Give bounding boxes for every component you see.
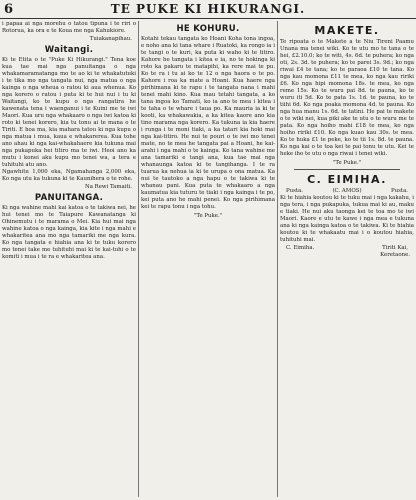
article-body: Kotahi tekau tangata ko Hoani Koha tona ingoa, e noho ana ki tana whare i Ruatoki, ka rongo ia i te tangi o te kuri, ka puta ki waho ki te titiro. Kahore he tangata i kitea e ia, no te hokinga ki roto ka pakaru te matapihi, ka rere mai te pu. Ko te ra i tu ai ko te 12 o nga haora o te po. Kahore i roa ka mate a Hoani. Kua haere nga pirihimana ki te rapu i te tangata nana i mahi tenei mahi kino. Kua mau tetahi tangata, a ko tana ingoa ko Tamati, ko ia ano te mea i kitea i te taha o te whare i taua po. Ka mauria ia ki te kooti, ka whakawakia, a ka kitea kaore ano kia tino marama nga korero. Ka tukuna ia kia haere i runga i te moni tiaki, a ka tatari kia hoki mai nga kai-titiro. He nui te pouri o te iwi mo tenei mate, no te mea he tangata pai a Hoani, he kai-arahi i nga mahi o te kainga. Ko tana wahine me ana tamariki e tangi ana, kua tae mai nga whanaunga katoa ki te tangihanga. I te ra tuarua ka nehua ia ki te urupa o ona matua. Ka nui te tautoko a nga hapu o te takiwa ki te whanau pani. Kua puta te whakaaro a nga kaumatua kia tuturu te tiaki i nga kainga i te po, kei puta ano he mahi penei. Ko nga pirihimana kei te rapu tonu i nga tohu. xyxy=(141,36,277,210)
advert-sub-center: (C. AMOS) xyxy=(332,188,362,194)
section-heading-panuitanga: PANUITANGA. xyxy=(34,193,104,203)
notice-body: Ki nga wahine mahi kai katoa o te takiwa nei, he hui tenei mo te Taiapure Kawanatanga ki Ohinemutu i te marama o Mei. Kia hui mai nga wahine katoa o nga kainga, kia kite i nga mahi e whakaritea ana mo nga tamariki me nga kura. Ko nga tangata e hiahia ana ki te tuku korero mo tenei take me tuhituhi mai ki te kai-tuhi o te komiti i mua i te ra e whakaritea ana. xyxy=(2,205,138,260)
market-source: "Te Puke." xyxy=(332,160,362,166)
advert-sign-right: Tiriti Kai, xyxy=(382,245,408,251)
column-rule xyxy=(138,21,139,497)
advert-body: Ki te hiahia koutou ki te tuku mai i nga kakahu, i nga tera, i nga pukapuka, tukua mai ki au, maku e tiaki. He nui aku taonga kei te toa mo te iwi Maori. Kaore e utu te kawe i nga mea e tukuna ana ki nga kainga katoa o te takiwa. Ki te hiahia koutou ki te whakaatu mai i o koutou hiahia, tuhituhi mai. xyxy=(280,195,416,243)
letter-body: Ki te Etita o te "Puke Ki Hikurangi." Tena koe kua tae mai nga panuitanga o nga whakamaramatanga mo te ao ki te whakatutuki i te tika mo nga tangata nui, nga matua o nga kainga o nga wheua o ratou ki aua whenua. Ko nga korero o ratou i puta ki te hui nui i tu ki Waitangi, ko te kupu o nga rangatira he kawenata tena i waenganui i te Kuini me te iwi Maori. Kua uru nga whakaaro o nga iwi katoa ki roto ki tenei korero, kia tu tonu ai te mana o te Tiriti. E hoa ma, kia mahara tatou ki nga kupu o nga matua i mua, kaua e whakarerea. Kua tohe ano ahau ki nga kai-whakahaere kia tukuna mai nga pukapuka hei titiro ma te iwi. Heoi ano ka mutu i konei aku kupu mo tenei wa, a tera e tuhituhi atu ano. xyxy=(2,57,138,168)
page-number: 6 xyxy=(4,2,14,17)
column-right xyxy=(280,21,414,497)
advert-place: Keretaone. xyxy=(380,252,410,258)
market-report: Te ripoata o te Makete a te Niu Tireni Paamu Unana ma tenei wiki. Ko te utu mo te tana o te hei, £2.10.0; ko te witi, 4s. 6d. te puhera; ko nga oti, 2s. 3d. te puhera; ko te parei 3s. 9d.; ko nga riwai £4 te tana; ko te paraoa £10 te tana. Ko nga kau momona £11 te mea, ko nga kau ririki £6. Ko nga hipi momona 18s. te mea, ko nga reme 15s. Ko te wuru pai 8d. te pauna, ko te wuru iti 5d. Ko te pata 1s. 1d. te pauna, ko te tiihi 6d. Ko nga poaka momona 4d. te pauna. Ko nga hua manu 1s. 6d. te tatini. He pai te makete o te wiki nei, kua piki ake te utu o te wuru me te pata. Ko nga hoiho mahi £18 te mea, ko nga hoiho ririki £10. Ko nga kuao kau 30s. te mea. Ko te huka £1 te peke, ko te tii 1s. 8d. te pauna. Ko nga kai o te toa kei te pai tonu te utu. Kei te heke iho te utu o nga riwai i tenei wiki. xyxy=(280,39,416,157)
section-heading-kohuru: HE KOHURU. xyxy=(176,24,240,34)
article-source: "Te Puke." xyxy=(193,213,223,219)
advert-sign-left: C. Eimiha. xyxy=(286,245,315,251)
masthead-rule xyxy=(0,18,416,19)
advert-signature-row xyxy=(286,245,408,251)
advert-sub-left: Pusta. xyxy=(286,188,303,194)
advert-sub-right: Pusta. xyxy=(391,188,408,194)
masthead xyxy=(0,0,416,17)
advert-subline xyxy=(286,188,408,194)
column-left xyxy=(2,21,136,497)
divider xyxy=(294,169,400,170)
section-heading-waitangi: Waitangi. xyxy=(44,45,94,55)
land-amounts: Ngawhitu 1,000 eka, Ngamahanga 2,000 eka, Ko nga utu ka tukuna ki te Kaunihera o te rohe. xyxy=(2,169,138,182)
author-signature: Tuiakanapihau. xyxy=(89,36,132,42)
newspaper-title: TE PUKE KI HIKURANGI. xyxy=(110,2,306,16)
letter-signature: Na Rewi Tamaiti. xyxy=(85,184,132,190)
section-heading-makete: MAKETE. xyxy=(314,24,380,37)
column-middle xyxy=(141,21,275,497)
column-rule xyxy=(277,21,278,497)
intro-paragraph: i papaa ai nga morehu o tatou tipuna i te riri o Rotorua, ka ora e te Koua me nga Kahukiore. xyxy=(2,21,138,34)
advert-heading: C. EIMIHA. xyxy=(307,173,387,186)
